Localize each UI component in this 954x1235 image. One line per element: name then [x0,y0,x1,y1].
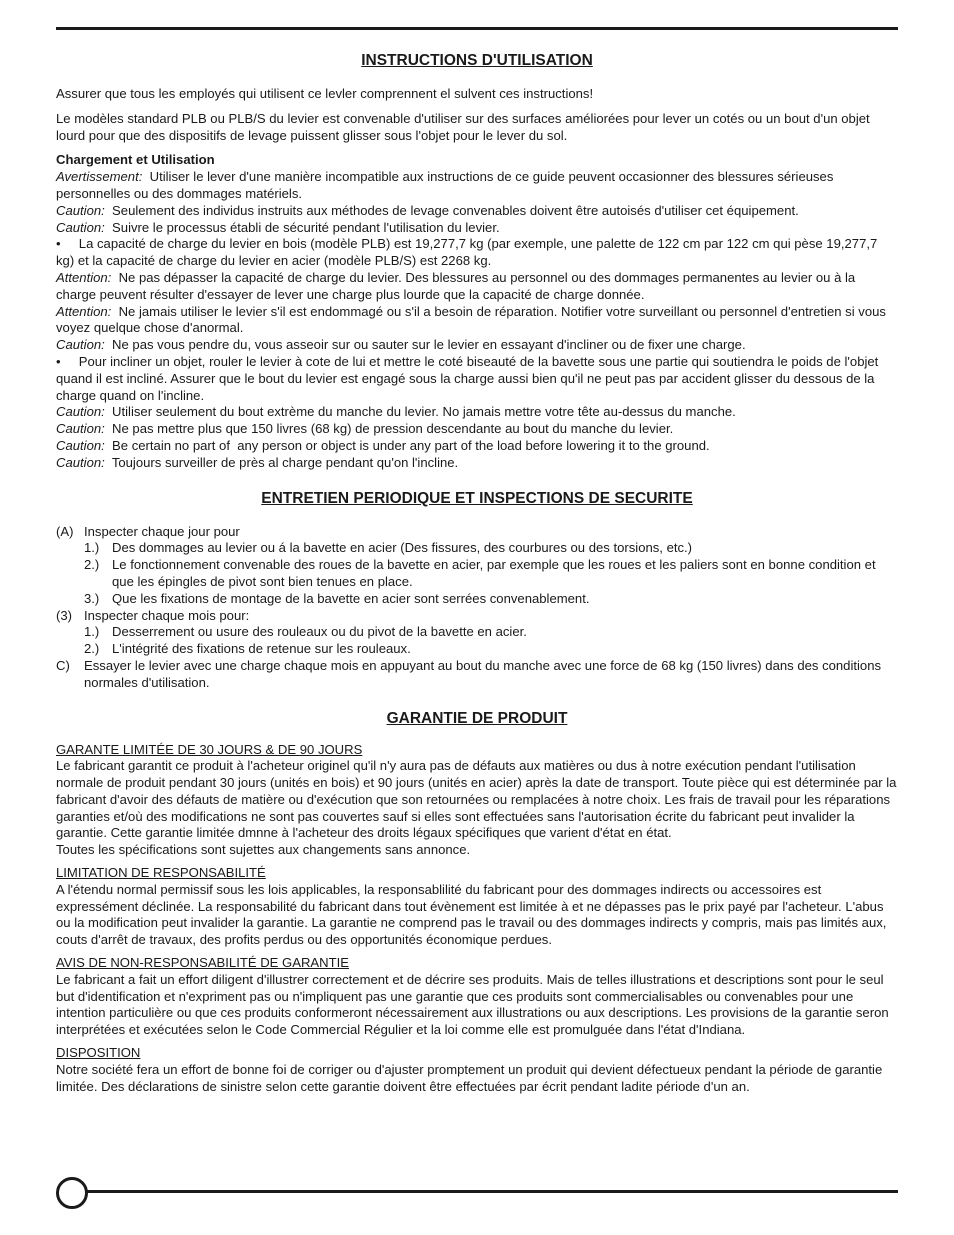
warranty-body: A l'étendu normal permissif sous les lois applicables, la responsablilité du fabricant pour des dommages indirects ou accessoires est expressément déclinée. La responsabilité du fabricant dans tout évènement est limitée à et ne dépasses pas le prix payé par l'acheteur. L'abus ou la modification peut invalider la garantie. La garantie ne comprend pas le travail ou des dommages indirects y compris, mais pas limités aux, couts d'arrêt de travaux, des profits perdus ou des opportunités économique perdues. [56,881,887,948]
instruction-label: Avertissement: [56,169,143,185]
instruction-text: Ne jamais utiliser le levier s'il est endommagé ou s'il a besoin de réparation. Notifier votre surveillant ou personnel d'entretien si vous voyez quelque chose d'anormal. [56,303,890,336]
instruction-text: Utiliser le lever d'une manière incompatible aux instructions de ce guide peuvent occasionner des blessures sérieuses personnelles ou des dommages matériels. [56,169,838,201]
bullet-marker: • [56,236,61,252]
instruction-text: Suivre le processus établi de sécurité pendant l'utilisation du levier. [104,219,500,235]
subitem-text: L'intégrité des fixations de retenue sur les rouleaux. [112,641,411,657]
group-key: (3) [56,607,73,623]
instruction-label: Caution: [56,202,105,218]
intro-paragraph-1: Assurer que tous les employés qui utilisent ce levler comprennent el sulvent ces instructions! [56,86,594,101]
subitem-key: 2.) [84,557,100,573]
group-text: Inspecter chaque mois pour: [84,607,250,623]
warranty-body: Notre société fera un effort de bonne foi de corriger ou d'ajuster promptement un produit qui devient défectueux pendant la période de garantie limitée. Des déclarations de sinistre selon cette garantie doivent être effectuées par écrit pendant ladite période d'un an. [56,1061,883,1094]
subitem-key: 1.) [84,624,100,640]
bullet-marker: • [56,353,61,369]
instruction-item [56,354,898,404]
indent-spacer [56,557,84,591]
group-key: C) [56,657,70,673]
instruction-text: La capacité de charge du levier en bois (modèle PLB) est 19,277,7 kg (par exemple, une palette de 122 cm par 122 cm qui pèse 19,277,7 kg) et la capacité de charge du levier en acier (modèle PLB/S) est 2268 kg. [56,236,881,269]
maintenance-subitem [56,557,898,591]
instruction-item [56,270,898,304]
maintenance-list [56,524,898,692]
instruction-item [56,203,898,220]
warranty-body: Le fabricant a fait un effort diligent d'illustrer correctement et de décrire ses produits. Mais de telles illustrations et descriptions sont pour le seul but d'identification et n'expriment pas ou n'impliquent pas une garantie que ces produits sont commercialisables ou convenables pour une intention particulière ou que ces produits conformeront nécessairement aux illustrations ou aux descriptions. Les provisions de la garantie seron interprétées et exécutées selon le Code Commercial Régulier et la loi comme elle est promulguée dans l'état d'Indiana. [56,971,889,1038]
instruction-text: Pour incliner un objet, rouler le levier à cote de lui et mettre le coté biseauté de la bavette sous une partie qui soutiendra le poids de l'objet quand il est incliné. Assurer que le bout du levier est engagé sous la charge aussi bien qu'il ne peut pas par accident glisser du dessous de la charge quand on l'incline. [56,353,882,403]
intro-paragraph-2: Le modèles standard PLB ou PLB/S du levier est convenable d'utiliser sur des surfaces améliorées pour lever un cotés ou un bout d'un objet lourd pour que des dispositifs de levage puissent glisser sous l'objet pour le lever du sol. [56,110,870,143]
warranty-heading: LIMITATION DE RESPONSABILITÉ [56,865,266,881]
instruction-text: Be certain no part of any person or object is under any part of the load before lowering it to the ground. [104,437,710,453]
instruction-label: Caution: [56,421,105,437]
instruction-text: Toujours surveiller de près al charge pendant qu'on l'incline. [104,454,459,470]
subitem-key: 1.) [84,540,100,556]
indent-spacer [56,641,84,658]
instruction-item [56,220,898,237]
warranty-block [56,1045,898,1095]
top-rule [56,27,898,30]
warranty-heading: DISPOSITION [56,1045,141,1061]
instruction-item [56,455,898,472]
subheading-loading: Chargement et Utilisation [56,152,215,168]
subitem-key: 3.) [84,590,100,606]
warranty-note: Toutes les spécifications sont sujettes aux changements sans annonce. [56,842,471,858]
warranty-block [56,742,898,860]
group-key: (A) [56,523,74,539]
instruction-label: Attention: [56,269,112,285]
instruction-list [56,169,898,471]
section-title-warranty: GARANTIE DE PRODUIT [386,709,568,727]
maintenance-group [56,608,898,625]
instruction-item [56,337,898,354]
instruction-text: Ne pas vous pendre du, vous asseoir sur ou sauter sur le levier en essayant d'incliner ou de fixer une charge. [104,337,746,353]
maintenance-subitem [56,540,898,557]
instruction-text: Ne pas dépasser la capacité de charge du levier. Des blessures au personnel ou des dommages permanentes au levier ou à la charge peuvent résulter d'essayer de lever une charge plus lourde que la capacité de charge donnée. [56,269,859,302]
maintenance-subitem [56,641,898,658]
indent-spacer [56,540,84,557]
bottom-rule [86,1190,898,1193]
page-number-circle [56,1177,88,1209]
warranty-block [56,865,898,949]
warranty-sections [56,742,898,1096]
instruction-text: Seulement des individus instruits aux méthodes de levage convenables doivent être autoisés d'utiliser cet équipement. [104,202,799,218]
warranty-block [56,955,898,1039]
instruction-text: Ne pas mettre plus que 150 livres (68 kg) de pression descendante au bout du manche du levier. [104,421,674,437]
maintenance-group [56,658,898,692]
instruction-item [56,438,898,455]
group-text: Inspecter chaque jour pour [84,523,240,539]
subitem-text: Le fonctionnement convenable des roues de la bavette en acier, par exemple que les roues et les paliers sont en bonne condition et que les épingles de pivot sont bien tenues en place. [112,557,876,589]
subitem-key: 2.) [84,641,100,657]
indent-spacer [56,624,84,641]
subitem-text: Des dommages au levier ou á la bavette en acier (Des fissures, des courbures ou des torsions, etc.) [112,540,693,556]
warranty-body: Le fabricant garantit ce produit à l'acheteur originel qu'il n'y aura pas de défauts aux matières ou dus à notre exécution pendant l'utilisation normale de produit pendant 30 jours (unités en bois) et 90 jours (unités en acier) après la date de transport. Toute pièce qui est déterminée par la fabricant d'avoir des défauts de matière ou d'exécution que son retournées ou remplacées à notre choix. Les frais de travail pour les réparations garanties et/où des modifications ne sont pas couvertes sauf si elles sont effectuées sans l'autorisation écrite du fabricant peut invalider la garantie. Cette garantie limitée dmnne à l'acheteur des droits légaux spécifiques que varient d'état en état. [56,758,897,841]
subitem-text: Que les fixations de montage de la bavette en acier sont serrées convenablement. [112,590,590,606]
instruction-label: Attention: [56,303,112,319]
group-text: Essayer le levier avec une charge chaque mois en appuyant au bout du manche avec une force de 68 kg (150 livres) dans des conditions normales d'utilisation. [84,657,882,690]
instruction-label: Caution: [56,219,105,235]
warranty-heading: AVIS DE NON-RESPONSABILITÉ DE GARANTIE [56,955,349,971]
instruction-label: Caution: [56,454,105,470]
section-title-maintenance: ENTRETIEN PERIODIQUE ET INSPECTIONS DE SECURITE [261,489,693,507]
maintenance-subitem [56,624,898,641]
instruction-item [56,421,898,438]
instruction-item [56,169,898,203]
page-content [56,50,898,1101]
instruction-label: Caution: [56,437,105,453]
section-title-instructions: INSTRUCTIONS D'UTILISATION [361,52,593,69]
instruction-item [56,236,898,270]
subitem-text: Desserrement ou usure des rouleaux ou du pivot de la bavette en acier. [112,624,527,640]
instruction-label: Caution: [56,337,105,353]
instruction-item [56,404,898,421]
warranty-heading: GARANTE LIMITÉE DE 30 JOURS & DE 90 JOURS [56,741,363,757]
instruction-label: Caution: [56,404,105,420]
instruction-text: Utiliser seulement du bout extrème du manche du levier. No jamais mettre votre tête au-dessus du manche. [104,404,736,420]
maintenance-subitem [56,591,898,608]
maintenance-group [56,524,898,541]
instruction-item [56,304,898,338]
indent-spacer [56,591,84,608]
